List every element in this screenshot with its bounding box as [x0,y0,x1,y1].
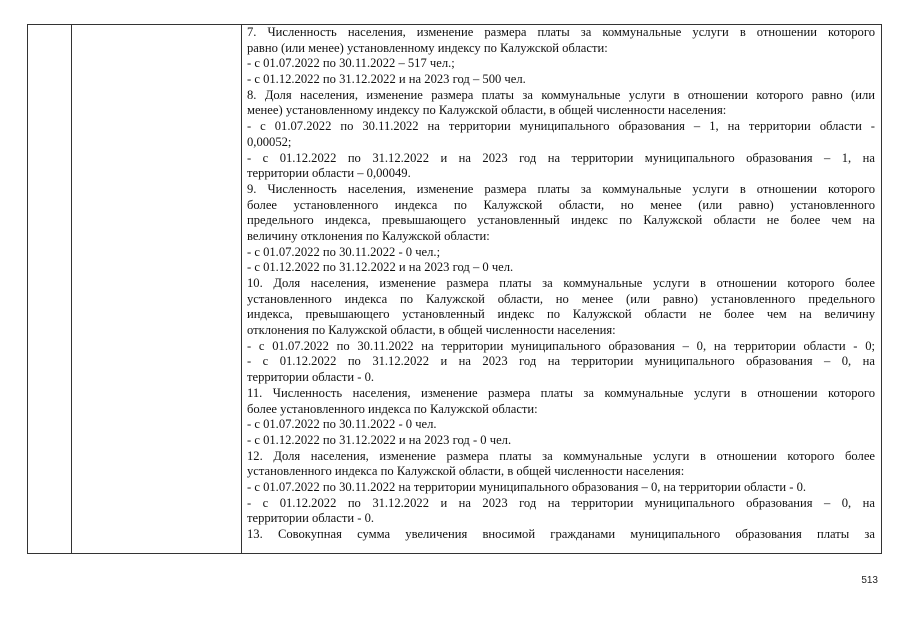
text-line: установленного индекса по Калужской области, но менее (или равно) установленного предельного [247,291,875,306]
text-line: 7. Численность населения, изменение размера платы за коммунальные услуги в отношении которого [247,25,875,39]
text-line: 8. Доля населения, изменение размера платы за коммунальные услуги в отношении которого равно (или [247,87,875,102]
text-line: предельного индекса, превышающего установленный индекс по Калужской области не более чем на [247,213,875,228]
text-line: - с 01.07.2022 по 30.11.2022 - 0 чел.; [247,244,441,259]
text-line: отклонения по Калужской области, в общей численности населения: [247,323,616,338]
text-line: - с 01.12.2022 по 31.12.2022 и на 2023 год на территории муниципального образования – 0, на [247,354,875,369]
text-line: 0,00052; [247,134,292,149]
text-line: - с 01.07.2022 по 30.11.2022 на территории муниципального образования – 1, на территории области - [247,119,875,134]
text-line: 9. Численность населения, изменение размера платы за коммунальные услуги в отношении которого [247,181,875,196]
text-line: - с 01.12.2022 по 31.12.2022 и на 2023 год – 0 чел. [247,260,514,275]
text-line: равно (или менее) установленному индексу по Калужской области: [247,40,608,55]
text-line: величину отклонения по Калужской области: [247,228,490,243]
text-line: территории области - 0. [247,511,375,526]
text-line: 12. Доля населения, изменение размера платы за коммунальные услуги в отношении которого более [247,448,875,463]
text-line: - с 01.12.2022 по 31.12.2022 и на 2023 год на территории муниципального образования – 1, на [247,150,875,165]
table-text-cell [247,25,875,553]
text-line: более установленного индекса по Калужской области: [247,401,538,416]
text-line: более установленного индекса по Калужской области, но менее (или равно) установленного [247,197,875,212]
text-line: - с 01.07.2022 по 30.11.2022 – 517 чел.; [247,56,455,71]
table-column-divider-2 [241,25,242,553]
text-line: 11. Численность населения, изменение размера платы за коммунальные услуги в отношении которого [247,385,875,400]
text-line: индекса, превышающего установленный индекс по Калужской области не более чем на величину [247,307,875,322]
text-line: установленного индекса по Калужской области, в общей численности населения: [247,464,685,479]
text-line: менее) установленному индексу по Калужской области, в общей численности населения: [247,103,727,118]
text-line: территории области – 0,00049. [247,166,411,181]
text-line: 10. Доля населения, изменение размера платы за коммунальные услуги в отношении которого более [247,276,875,290]
text-line: - с 01.12.2022 по 31.12.2022 и на 2023 год – 500 чел. [247,72,526,87]
text-line: - с 01.07.2022 по 30.11.2022 - 0 чел. [247,417,437,432]
page-number: 513 [861,575,878,586]
table-column-divider-1 [71,25,72,553]
text-line: 13. Совокупная сумма увеличения вносимой гражданами муниципального образования платы за [247,527,875,541]
text-line: территории области - 0. [247,370,375,385]
text-line: - с 01.12.2022 по 31.12.2022 и на 2023 год - 0 чел. [247,432,512,447]
text-line: - с 01.12.2022 по 31.12.2022 и на 2023 год на территории муниципального образования – 0, на [247,495,875,510]
text-line: - с 01.07.2022 по 30.11.2022 на территории муниципального образования – 0, на территории области - 0. [247,479,807,494]
text-line: - с 01.07.2022 по 30.11.2022 на территории муниципального образования – 0, на территории области - 0; [247,338,875,353]
